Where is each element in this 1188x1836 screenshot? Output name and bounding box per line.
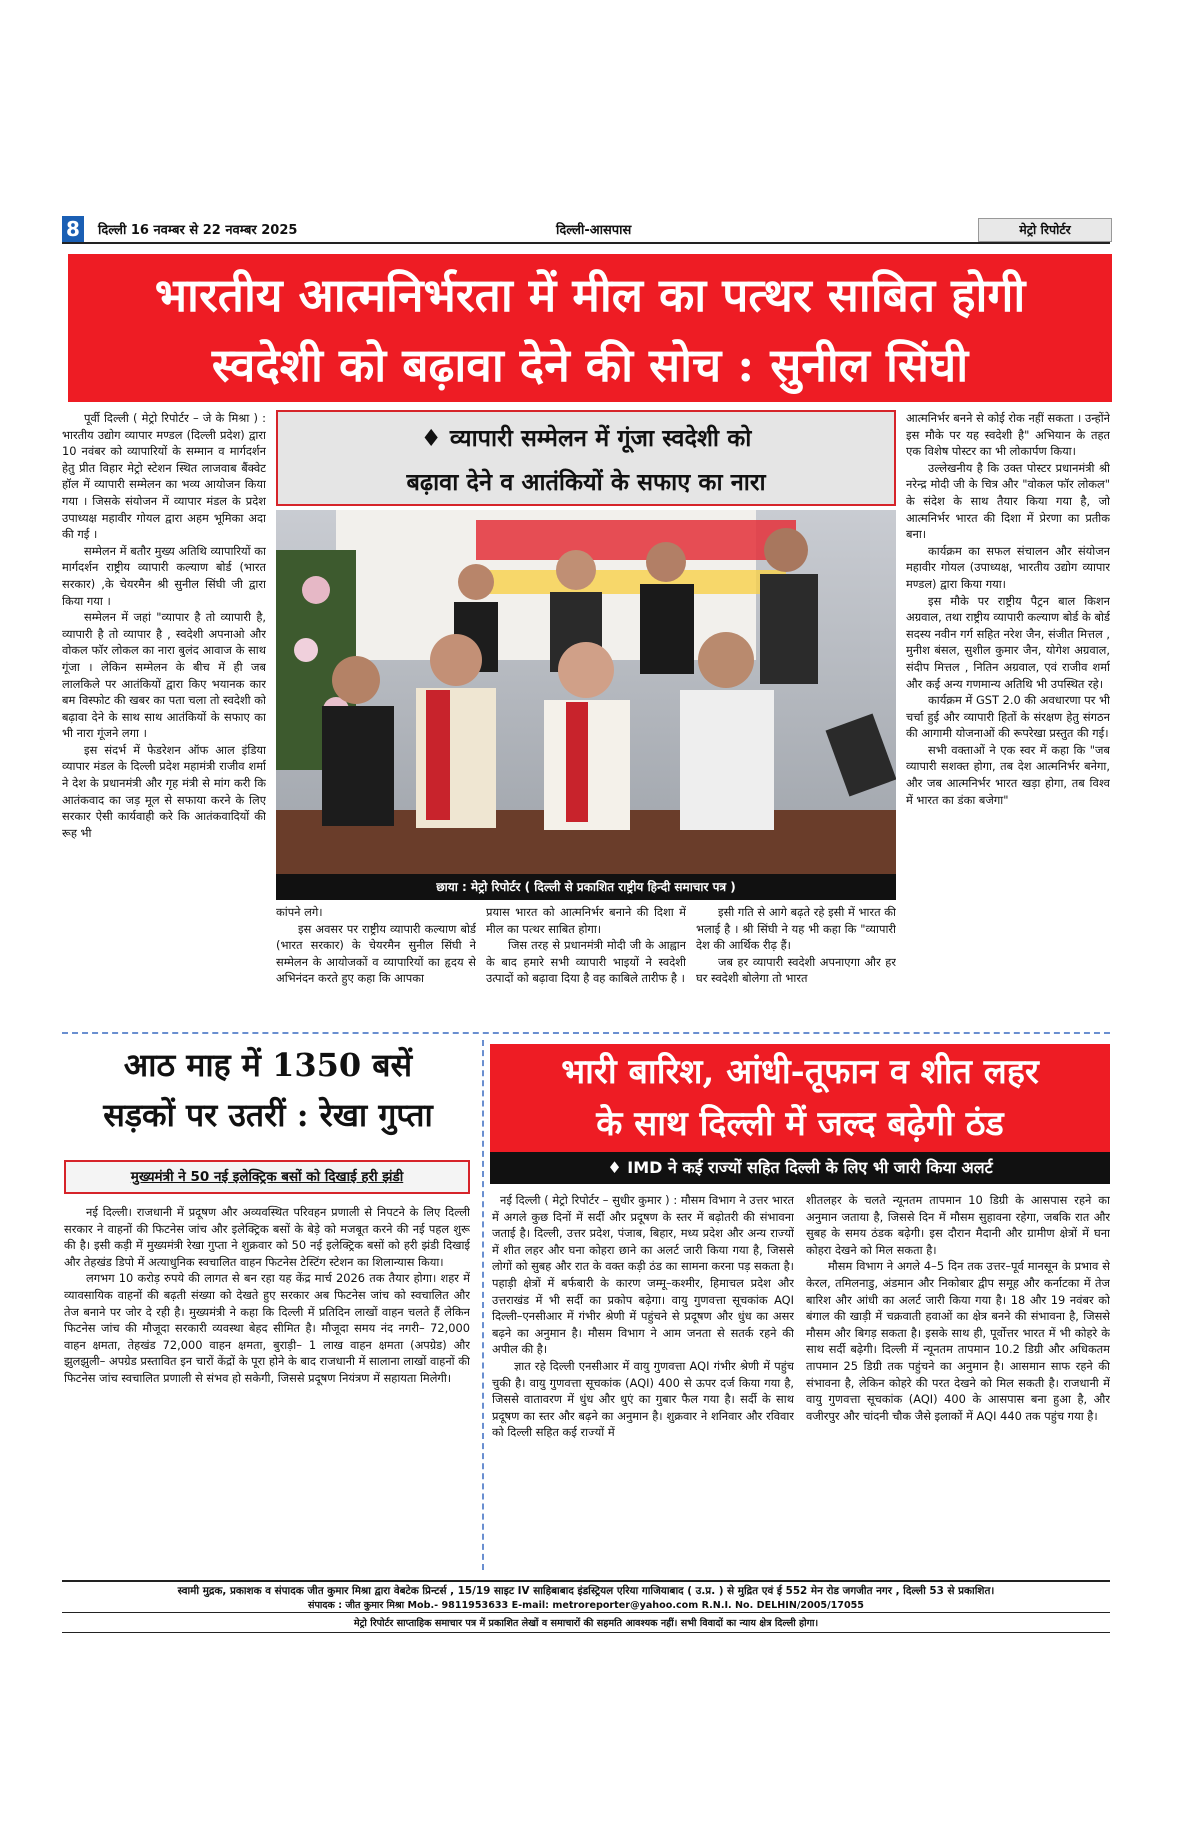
paragraph: इस संदर्भ में फेडरेशन ऑफ आल इंडिया व्यापार मंडल के दिल्ली प्रदेश महामंत्री राजीव शर्मा ने देश के प्रधानमंत्री और गृह मंत्री से मांग करी कि आतंकवाद का जड़ मूल से सफाया करने के लिए सरकार ऐसी कार्यवाही करे कि आतंकवादियों की रूह भी xyxy=(62,742,266,840)
brand-label: मेट्रो रिपोर्टर xyxy=(978,218,1112,242)
weather-column-1 xyxy=(492,1192,794,1570)
lead-headline-line1: भारतीय आत्मनिर्भरता में मील का पत्थर साबित होगी xyxy=(154,268,1026,322)
paragraph: आत्मनिर्भर बनने से कोई रोक नहीं सकता । उन्होंने इस मौके पर यह स्वदेशी है" अभियान के तहत एक विशेष पोस्टर का भी लोकार्पण किया। xyxy=(906,411,1110,459)
paragraph: सम्मेलन में बतौर मुख्य अतिथि व्यापारियों का मार्गदर्शन राष्ट्रीय व्यापारी कल्याण बोर्ड (भारत सरकार) ,के चेयरमैन श्री सुनील सिंघी जी द्वारा किया गया । xyxy=(62,543,266,608)
page-number: 8 xyxy=(62,216,84,242)
lead-column-3 xyxy=(486,904,686,1028)
weather-headline-line2: के साथ दिल्ली में जल्द बढ़ेगी ठंड xyxy=(596,1104,1004,1144)
paragraph: जिस तरह से प्रधानमंत्री मोदी जी के आह्वान के बाद हमारे सभी व्यापारी भाइयों ने स्वदेशी उत्पादों को बढ़ावा दिया है वह काबिले तारीफ है । xyxy=(486,938,686,986)
event-photo-illustration xyxy=(276,510,896,874)
paragraph: कार्यक्रम का सफल संचालन और संयोजन महावीर गोयल (उपाध्यक्ष, भारतीय उद्योग व्यापार मण्डल) द्वारा किया गया। xyxy=(906,543,1110,591)
footer-rule xyxy=(62,1632,1110,1633)
paragraph: सम्मेलन में जहां "व्यापार है तो व्यापारी है, व्यापारी है तो व्यापार है , स्वदेशी अपनाओ और वोकल फॉर लोकल का नारा बुलंद आवाज के साथ गूंजा । लेकिन सम्मेलन के बीच में ही जब लालकिले पर आतंकियों द्वारा किए भयानक कार बम विस्फोट की खबर का पता चला तो स्वदेशी को बढ़ावा देने के साथ साथ आतंकियों के सफाए का भी नारा गूंजने लगा । xyxy=(62,610,266,741)
jurisdiction-note: मेट्रो रिपोर्टर साप्ताहिक समाचार पत्र में प्रकाशित लेखों व समाचारों की सहमति आवश्यक नहीं। सभी विवादों का न्याय क्षेत्र दिल्ली होगा। xyxy=(353,1618,819,1629)
paragraph: प्रयास भारत को आत्मनिर्भर बनाने की दिशा में मील का पत्थर साबित होगा। xyxy=(486,905,686,936)
paragraph: सभी वक्ताओं ने एक स्वर में कहा कि "जब व्यापारी सशक्त होगा, तब देश आत्मनिर्भर बनेगा, और जब आत्मनिर्भर भारत खड़ा होगा, तब विश्व में भारत का डंका बजेगा" xyxy=(906,742,1110,807)
bus-body xyxy=(64,1204,470,1570)
lead-column-4 xyxy=(696,904,896,1028)
paragraph: इसी गति से आगे बढ़ते रहे इसी में भारत की भलाई है । श्री सिंघी ने यह भी कहा कि "व्यापारी देश की आर्थिक रीढ़ हैं। xyxy=(696,905,896,953)
paragraph: लगभग 10 करोड़ रुपये की लागत से बन रहा यह केंद्र मार्च 2026 तक तैयार होगा। शहर में व्यावसायिक वाहनों की बढ़ती संख्या को देखते हुए सरकार अब फिटनेस जांच को स्वचालित और तेज बनाने पर जोर दे रही है। मुख्यमंत्री ने कहा कि दिल्ली में प्रतिदिन लाखों वाहन चलते हैं लेकिन फिटनेस जांच की मौजूदा सरकारी व्यवस्था बेहद सीमित है। मौजूदा समय नंद नगरी– 72,000 वाहन क्षमता, तेहखंड 72,000 वाहन क्षमता, बुराड़ी– 1 लाख वाहन क्षमता (अपग्रेड) और झुलझुली– अपग्रेड प्रस्तावित इन चारों केंद्रों के पूरा होने के बाद राजधानी में सालाना लाखों वाहनों की फिटनेस जांच स्वचालित प्रणाली से संभव हो सकेगी, जिससे प्रदूषण नियंत्रण में सहायता मिलेगी। xyxy=(64,1271,470,1385)
paragraph: इस मौके पर राष्ट्रीय पैट्रन बाल किशन अग्रवाल, तथा राष्ट्रीय व्यापारी कल्याण बोर्ड के बोर्ड सदस्य नवीन गर्ग सहित नरेश जैन, संजीत मित्तल , मुनीश बंसल, सुशील कुमार जैन, योगेश अग्रवाल, संदीप मित्तल , नितिन अग्रवाल, एवं राजीव शर्मा और कई अन्य गणमान्य अतिथि भी उपस्थित रहे। xyxy=(906,593,1110,691)
paragraph: कार्यक्रम में GST 2.0 की अवधारणा पर भी चर्चा हुई और व्यापारी हितों के संरक्षण हेतु संगठन की आगामी योजनाओं की रूपरेखा प्रस्तुत की गई। xyxy=(906,693,1110,741)
bus-headline xyxy=(62,1040,474,1144)
paragraph: नई दिल्ली। राजधानी में प्रदूषण और अव्यवस्थित परिवहन प्रणाली से निपटने के लिए दिल्ली सरकार ने वाहनों की फिटनेस जांच और इलेक्ट्रिक बसों के बेड़े को मजबूत करने की नई पहल शुरू की है। इसी कड़ी में मुख्यमंत्री रेखा गुप्ता ने शुक्रवार को 50 नई इलेक्ट्रिक बसों को हरी झंडी दिखाई और तेहखंड डिपो में अत्याधुनिक स्वचालित वाहन फिटनेस टेस्टिंग स्टेशन का शिलान्यास किया। xyxy=(64,1205,470,1269)
lead-subheadline-line1: ♦ व्यापारी सम्मेलन में गूंजा स्वदेशी को xyxy=(420,424,752,452)
lead-subheadline xyxy=(276,410,896,506)
paragraph: पूर्वी दिल्ली ( मेट्रो रिपोर्टर – जे के मिश्रा ) : भारतीय उद्योग व्यापार मण्डल (दिल्ली प्रदेश) द्वारा 10 नवंबर को व्यापारियों के सम्मान व मार्गदर्शन हेतु प्रीत विहार मेट्रो स्टेशन स्थित लाजवाब बैंक्वेट हॉल में व्यापारी सम्मेलन का भव्य आयोजन किया गया । जिसके संयोजन में व्यापार मंडल के प्रदेश उपाध्यक्ष महावीर गोयल द्वारा अहम भूमिका अदा की गई । xyxy=(62,411,266,542)
lead-headline-line2: स्वदेशी को बढ़ावा देने की सोच : सुनील सिंघी xyxy=(211,338,969,392)
bus-headline-line2: सड़कों पर उतरीं : रेखा गुप्ता xyxy=(103,1096,433,1134)
paragraph: नई दिल्ली ( मेट्रो रिपोर्टर – सुधीर कुमार ) : मौसम विभाग ने उत्तर भारत में अगले कुछ दिनों में सर्दी और प्रदूषण के स्तर में बढ़ोतरी की संभावना जताई है। दिल्ली, उत्तर प्रदेश, पंजाब, बिहार, मध्य प्रदेश और अन्य राज्यों में शीत लहर और घना कोहरा छाने का अलर्ट जारी किया गया है, जिससे लोगों को सुबह और रात के वक्त कड़ी ठंड का सामना करना पड़ सकता है। पहाड़ी क्षेत्रों में बर्फबारी के कारण जम्मू–कश्मीर, हिमाचल प्रदेश और उत्तराखंड में भी सर्दी का प्रकोप बढ़ेगा। वायु गुणवत्ता सूचकांक AQI दिल्ली–एनसीआर में गंभीर श्रेणी में पहुंचने से प्रदूषण और धुंध का असर बढ़ने का अनुमान है। मौसम विभाग ने आम जनता से सतर्क रहने की अपील की है। xyxy=(492,1193,794,1357)
paragraph: ज्ञात रहे दिल्ली एनसीआर में वायु गुणवत्ता AQI गंभीर श्रेणी में पहुंच चुकी है। वायु गुणवत्ता सूचकांक (AQI) 400 से ऊपर दर्ज किया गया है, जिससे वातावरण में धुंध और धुएं का गुबार फैल गया है। सर्दी के साथ प्रदूषण का स्तर और बढ़ने का अनुमान है। शुक्रवार ने शनिवार और रविवार को दिल्ली सहित कई राज्यों में xyxy=(492,1358,794,1440)
paragraph: इस अवसर पर राष्ट्रीय व्यापारी कल्याण बोर्ड (भारत सरकार) के चेयरमैन सुनील सिंघी ने सम्मेलन के आयोजकों व व्यापारियों का हृदय से अभिनंदन करते हुए कहा कि आपका xyxy=(276,921,476,986)
lead-column-2 xyxy=(276,904,476,1028)
paragraph: जब हर व्यापारी स्वदेशी अपनाएगा और हर घर स्वदेशी बोलेगा तो भारत xyxy=(696,954,896,986)
paragraph: कांपने लगे। xyxy=(276,905,323,919)
photo-caption: छाया : मेट्रो रिपोर्टर ( दिल्ली से प्रकाशित राष्ट्रीय हिन्दी समाचार पत्र ) xyxy=(276,874,896,900)
weather-headline-line1: भारी बारिश, आंधी-तूफान व शीत लहर xyxy=(561,1052,1039,1092)
weather-subheadline: ♦ IMD ने कई राज्यों सहित दिल्ली के लिए भी जारी किया अलर्ट xyxy=(490,1152,1110,1184)
bus-headline-line1: आठ माह में 1350 बसें xyxy=(123,1046,413,1084)
paragraph: उल्लेखनीय है कि उक्त पोस्टर प्रधानमंत्री श्री नरेन्द्र मोदी जी के चित्र और "वोकल फॉर लोकल" के संदेश के साथ तैयार किया गया है, जो आत्मनिर्भर भारत की दिशा में प्रेरणा का प्रतीक बना। xyxy=(906,460,1110,542)
lead-column-1 xyxy=(62,410,266,1030)
weather-headline xyxy=(490,1044,1110,1152)
paragraph: शीतलहर के चलते न्यूनतम तापमान 10 डिग्री के आसपास रहने का अनुमान जताया है, जिससे दिन में मौसम सुहावना रहेगा, जबकि रात और सुबह के समय ठंडक बढ़ेगी। इस दौरान मैदानी और ग्रामीण क्षेत्रों में घना कोहरा देखने को मिल सकता है। xyxy=(806,1193,1110,1257)
event-photo xyxy=(276,510,896,874)
weather-column-2 xyxy=(806,1192,1110,1570)
bus-subheadline: मुख्यमंत्री ने 50 नई इलेक्ट्रिक बसों को दिखाई हरी झंडी xyxy=(64,1160,470,1194)
editor-contact: संपादक : जीत कुमार मिश्रा Mob.- 9811953633 E-mail: metroreporter@yahoo.com R.N.I. No. DELHIN/2005/17055 xyxy=(308,1600,864,1611)
section-divider xyxy=(62,1032,1110,1034)
column-separator xyxy=(482,1040,484,1570)
dateline: दिल्ली 16 नवम्बर से 22 नवम्बर 2025 xyxy=(98,223,298,238)
imprint-line: स्वामी मुद्रक, प्रकाशक व संपादक जीत कुमार मिश्रा द्वारा वेबटेक प्रिन्टर्स , 15/19 साइट IV साहिबाबाद इंडस्ट्रियल एरिया गाजियाबाद ( उ.प्र. ) से मुद्रित एवं ई 552 मेन रोड जगजीत नगर , दिल्ली 53 से प्रकाशित। xyxy=(177,1585,995,1597)
paragraph: मौसम विभाग ने अगले 4–5 दिन तक उत्तर–पूर्व मानसून के प्रभाव से केरल, तमिलनाडु, अंडमान और निकोबार द्वीप समूह और कर्नाटका में तेज बारिश और आंधी का अलर्ट जारी किया गया है। 18 और 19 नवंबर को बंगाल की खाड़ी में चक्रवाती हवाओं का क्षेत्र बनने की संभावना है, जिससे मौसम और बिगड़ सकता है। इसके साथ ही, पूर्वोत्तर भारत में भी कोहरे के साथ सर्दी बढ़ेगी। दिल्ली में न्यूनतम तापमान 10.2 डिग्री और अधिकतम तापमान 25 डिग्री तक पहुंचने का अनुमान है। आसमान साफ रहने की संभावना है, लेकिन कोहरे की परत देखने को मिल सकती है। राजधानी में वायु गुणवत्ता सूचकांक (AQI) 400 के आसपास बना हुआ है, और वजीरपुर और चांदनी चौक जैसे इलाकों में AQI 440 तक पहुंच गया है। xyxy=(806,1259,1110,1423)
lead-subheadline-line2: बढ़ावा देने व आतंकियों के सफाए का नारा xyxy=(406,468,766,496)
lead-column-5 xyxy=(906,410,1110,1030)
section-title: दिल्ली-आसपास xyxy=(556,223,632,238)
lead-headline xyxy=(68,254,1112,402)
